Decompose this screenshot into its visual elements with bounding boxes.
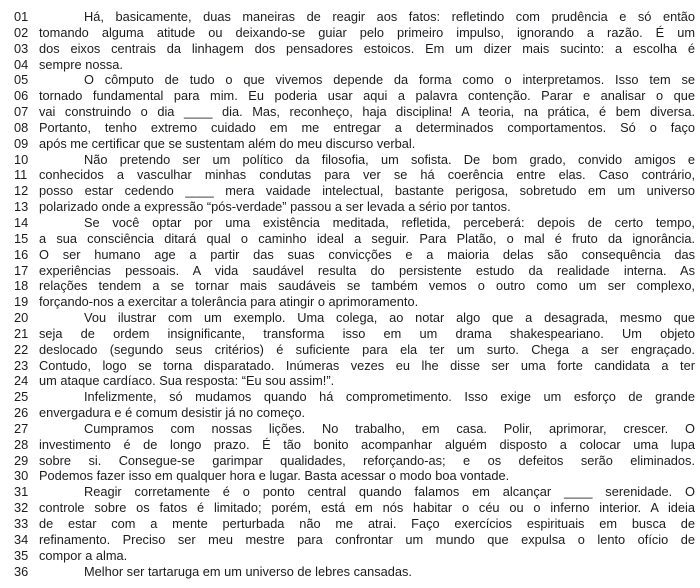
line-number: 07 [14,104,29,120]
line-text: sempre nossa. [39,56,123,72]
line-text: deslocado (segundo seus critérios) é suficiente para ela ter um surto. Chega a ser engraçado. [39,341,695,357]
line-text: vai construindo o dia ____ dia. Mas, reconheço, haja disciplina! A teoria, na prática, é bem diversa. [39,104,695,120]
text-line [14,167,695,183]
text-line [14,405,695,421]
line-text: Portanto, tenho extremo cuidado em me entregar a determinados comportamentos. Só o faço [39,119,695,135]
line-number: 12 [14,183,29,199]
text-line [14,215,695,231]
line-text: a sua consciência ditará qual o caminho ideal a seguir. Para Platão, o mal é fruto da ignorância. [39,230,695,246]
line-text: um ataque cardíaco. Sua resposta: “Eu sou assim!”. [39,373,335,389]
text-line [14,421,695,437]
text-line [14,358,695,374]
text-line [14,263,695,279]
text-line [14,326,695,342]
line-number: 21 [14,325,29,341]
text-line [14,152,695,168]
text-line [14,532,695,548]
line-number: 33 [14,516,29,531]
line-text: sobre si. Consegue-se garimpar qualidades, reforçando-as; e os defeitos serão eliminados. [39,452,695,468]
line-text: Não pretendo ser um político da filosofia, um sofista. De bom grado, convido amigos e [84,151,695,167]
line-text: tornado fundamental para mim. Eu poderia usar aqui a palavra contenção. Parar e analisar o que [39,88,695,104]
line-text: Se você optar por uma existência meditada, refletida, perceberá: depois de certo tempo, [84,214,695,230]
line-number: 14 [14,214,29,230]
line-text: relações tendem a se tornar mais saudáveis se também vemos o outro como um ser complexo, [39,278,695,294]
line-text: Há, basicamente, duas maneiras de reagir aos fatos: refletindo com prudência e só então [84,9,695,24]
text-line [14,310,695,326]
text-line [14,199,695,215]
line-number: 34 [14,531,29,547]
line-text: envergadura e é comum desistir já no começo. [39,405,306,421]
text-line [14,231,695,247]
line-number: 16 [14,246,29,262]
text-line [14,41,695,57]
text-line [14,484,695,500]
line-number: 32 [14,500,29,516]
line-number: 09 [14,135,29,151]
text-line [14,25,695,41]
line-number: 02 [14,24,29,40]
text-line [14,548,695,564]
line-number: 25 [14,389,29,405]
text-line [14,453,695,469]
text-line [14,136,695,152]
line-number: 13 [14,199,29,215]
line-number: 18 [14,278,29,294]
line-number: 20 [14,310,29,326]
text-line [14,373,695,389]
line-number: 31 [14,484,29,500]
line-number: 11 [14,167,28,183]
line-text: Infelizmente, só mudamos quando há comprometimento. Isso exige um esforço de grande [84,389,695,405]
text-line [14,57,695,73]
line-text: investimento é de longo prazo. É tão bonito acompanhar alguém disposto a colocar uma lupa [39,436,695,452]
line-text: Contudo, logo se torna disparatado. Inúmeras vezes eu lhe disse ser uma forte candidata a ter [39,357,695,373]
line-number: 24 [14,373,29,389]
text-line [14,72,695,88]
text-line [14,437,695,453]
line-number: 01 [14,9,29,24]
text-line [14,516,695,532]
line-number: 35 [14,547,29,563]
text-line [14,500,695,516]
line-number: 03 [14,40,29,56]
text-line [14,564,695,580]
text-line [14,247,695,263]
line-text: tomando alguma atitude ou deixando-se guiar pelo primeiro impulso, ignorando a razão. É um [39,24,695,40]
line-number: 29 [14,452,29,468]
text-line [14,9,695,25]
line-text: Vou ilustrar com um exemplo. Uma colega, ao notar algo que a desagrada, mesmo que [84,310,695,326]
text-line [14,120,695,136]
line-number: 26 [14,405,29,421]
line-text: O ser humano age a partir das suas convicções e a maioria delas são consequência das [39,246,695,262]
line-text: compor a alma. [39,547,128,563]
line-text: Reagir corretamente é o ponto central quando falamos em alcançar ____ serenidade. O [84,484,695,500]
line-number: 30 [14,468,29,484]
line-text: posso estar cedendo ____ mera vaidade intelectual, bastante perigosa, sobretudo em um universo [39,183,695,199]
line-text: dos eixos centrais da linhagem dos pensadores estoicos. Em um dizer mais sucinto: a escolha é [39,40,695,56]
line-text: controle sobre os fatos é limitado; porém, está em nós habitar o céu ou o inferno interior. A ideia [39,500,695,516]
line-text: Cumpramos com nossas lições. No trabalho, em casa. Polir, aprimorar, crescer. O [84,420,695,436]
line-number: 08 [14,119,29,135]
text-line [14,389,695,405]
line-number: 15 [14,230,29,246]
line-text: Melhor ser tartaruga em um universo de lebres cansadas. [84,563,412,579]
line-number: 28 [14,436,29,452]
line-number: 36 [14,563,29,579]
line-number: 05 [14,72,29,88]
line-text: de estar com a mente perturbada não me atrai. Faço exercícios espirituais em busca de [39,516,695,531]
text-line [14,294,695,310]
text-line [14,183,695,199]
line-number: 06 [14,88,29,104]
line-text: após me certificar que se sustentam além do meu discurso verbal. [39,135,416,151]
line-text: seja de ordem insignificante, transforma isso em um drama shakespeariano. Um objeto [39,325,695,341]
line-number: 17 [14,262,29,278]
line-text: experiências pessoais. A vida saudável resulta do persistente estudo da realidade interna. As [39,262,695,278]
line-text: O cômputo de tudo o que vivemos depende da forma como o interpretamos. Isso tem se [84,72,695,88]
line-text: forçando-nos a exercitar a tolerância para atingir o aprimoramento. [39,294,419,310]
line-number: 27 [14,420,29,436]
line-number: 04 [14,56,29,72]
line-number: 23 [14,357,29,373]
text-line [14,468,695,484]
text-line [14,88,695,104]
line-text: refinamento. Preciso ser meu mestre para confrontar um mundo que expulsa o lento ofício de [39,531,695,547]
line-text: Podemos fazer isso em qualquer hora e lugar. Basta acessar o modo boa vontade. [39,468,510,484]
line-text: conhecidos a vasculhar minhas condutas para ver se há coerência entre elas. Caso contrário, [39,167,695,183]
text-line [14,104,695,120]
line-number: 10 [14,151,29,167]
line-text: polarizado onde a expressão “pós-verdade” passou a ser levada a sério por tantos. [39,199,511,215]
line-number: 19 [14,294,29,310]
text-line [14,342,695,358]
text-line [14,278,695,294]
line-number: 22 [14,341,29,357]
